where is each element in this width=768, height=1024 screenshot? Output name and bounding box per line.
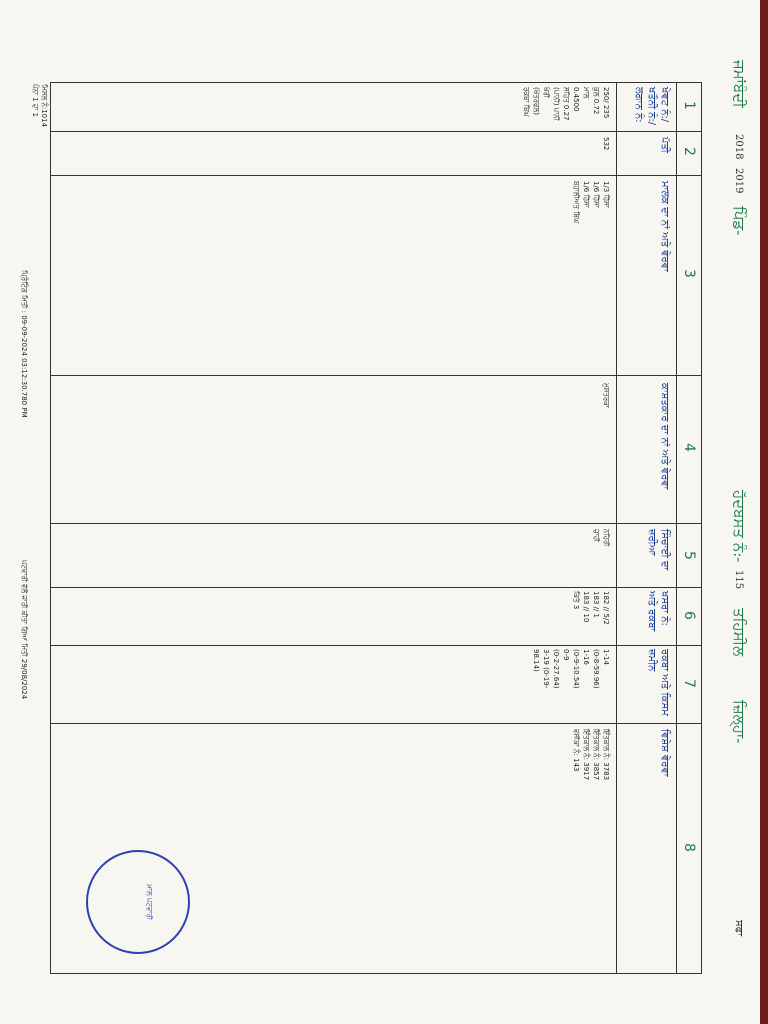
column-7-number: 7 <box>681 679 697 688</box>
year-start: 2018 <box>733 134 744 160</box>
remarks-cell: ਇੰਤਕਾਲ ਨੰ: 3783 ਇੰਤਕਾਲ ਨੰ: 3857 ਇੰਤਕਾਲ ਨੰ: 3917 ਵਸੀਕਾ ਨੰ: 143 <box>572 729 610 781</box>
column-4-number: 4 <box>681 443 697 452</box>
cultivator-cell: ਮੁਸ਼ਤਰਕਾ <box>602 383 610 408</box>
jamabandi-title: ਜਮਾਂਬੰਦੀ <box>730 60 748 108</box>
column-2-number: 2 <box>681 147 697 156</box>
column-5-header: ਸਿੰਚਾਈ ਦਾ ਜ਼ਰੀਆ <box>646 529 670 571</box>
column-4-header: ਕਾਸ਼ਤਕਾਰ ਦਾ ਨਾਂ ਅਤੇ ਵੇਰਵਾ <box>659 383 670 490</box>
hadbast-label: ਹੱਦਬਸਤ ਨੰ:- <box>730 490 748 563</box>
print-date: ਪ੍ਰਿੰਟਿੰਗ ਮਿਤੀ : 09-09-2024 03:12:30.780 PM <box>20 270 28 418</box>
column-3-header: ਮਾਲਕ ਦਾ ਨਾਂ ਅਤੇ ਵੇਰਵਾ <box>659 181 670 272</box>
column-7-header: ਰਕਬਾ ਅਤੇ ਕਿਸਮ ਜ਼ਮੀਨ <box>646 649 670 716</box>
column-6-number: 6 <box>681 611 697 620</box>
misal-number: ਮਿਸਲ ਨੰ:1014 ਪੰਨਾ 1 ਦਾ 1 <box>31 84 48 128</box>
column-8-number: 8 <box>681 843 697 852</box>
khasra-cell: 182 // 5/2 183 // 1 183 // 10 ਕਿਤੇ 3 <box>572 591 610 625</box>
tehsil-label: ਤਹਿਸੀਲ <box>730 608 748 657</box>
column-1-header: ਖੇਵਟ ਨੰ:/ ਖਤੌਨੀ ਨੰ:/ ਲਗਾਨ ਨੰ: <box>633 87 670 126</box>
column-1-number: 1 <box>681 101 697 110</box>
owner-cell: 1/3 ਹਿੱਸਾ 1/6 ਹਿੱਸਾ 1/6 ਹਿੱਸਾ ਬਹਾਲੀਅਤ ਬਿਘ <box>572 181 610 224</box>
seal-text: ਮਾਲ ਪਟਵਾਰੀ <box>145 884 153 920</box>
column-6-header: ਖਸਰਾ ਨੰ: ਅਤੇ ਰਕਬਾ <box>646 591 670 632</box>
village-label: ਪਿੰਡ- <box>730 206 748 236</box>
column-3-number: 3 <box>681 269 697 278</box>
area-cell: 1-14 (0-8-59.96) 1-16 (0-9-10.54) 0-9 (0-2-27.64) 3-19 (0-19- 98.14) <box>532 649 610 689</box>
patti-cell: 532 <box>602 137 610 151</box>
page-label: ਸਫਾ <box>733 920 744 937</box>
document-header <box>698 60 754 990</box>
column-5-number: 5 <box>681 551 697 560</box>
hadbast-number: 115 <box>733 570 744 590</box>
official-seal <box>86 850 190 954</box>
column-2-header: ਪੱਤੀ <box>659 137 670 153</box>
patwari-note: ਪਟਵਾਰੀ ਵੱਲੋਂ ਜਾਰੀ ਕੀਤਾ ਗਿਆ ਮਿਤੀ 29/08/2024 <box>20 560 28 700</box>
column-8-header: ਵਿਸ਼ੇਸ਼ ਵੇਰਵਾ <box>659 729 670 777</box>
district-label: ਜ਼ਿਲ੍ਹਾ- <box>730 700 748 744</box>
year-end: 2019 <box>733 168 744 194</box>
khewat-cell: 250/ 235 ਕੁਲ 0.72 ਮਾਲ 0.4500 ਸਹਿਤ 0.27 (ਪਾਨੀ) ਪਾਨੀ ਖੇਰੀ (ਖੇਤਰਫਲ) ਰਕਬਾ ਬਿਘ <box>522 87 610 121</box>
land-record-table <box>50 82 702 974</box>
irrigation-cell: ਨਹਿਰੀ ਚਾਹੀ <box>592 529 610 547</box>
